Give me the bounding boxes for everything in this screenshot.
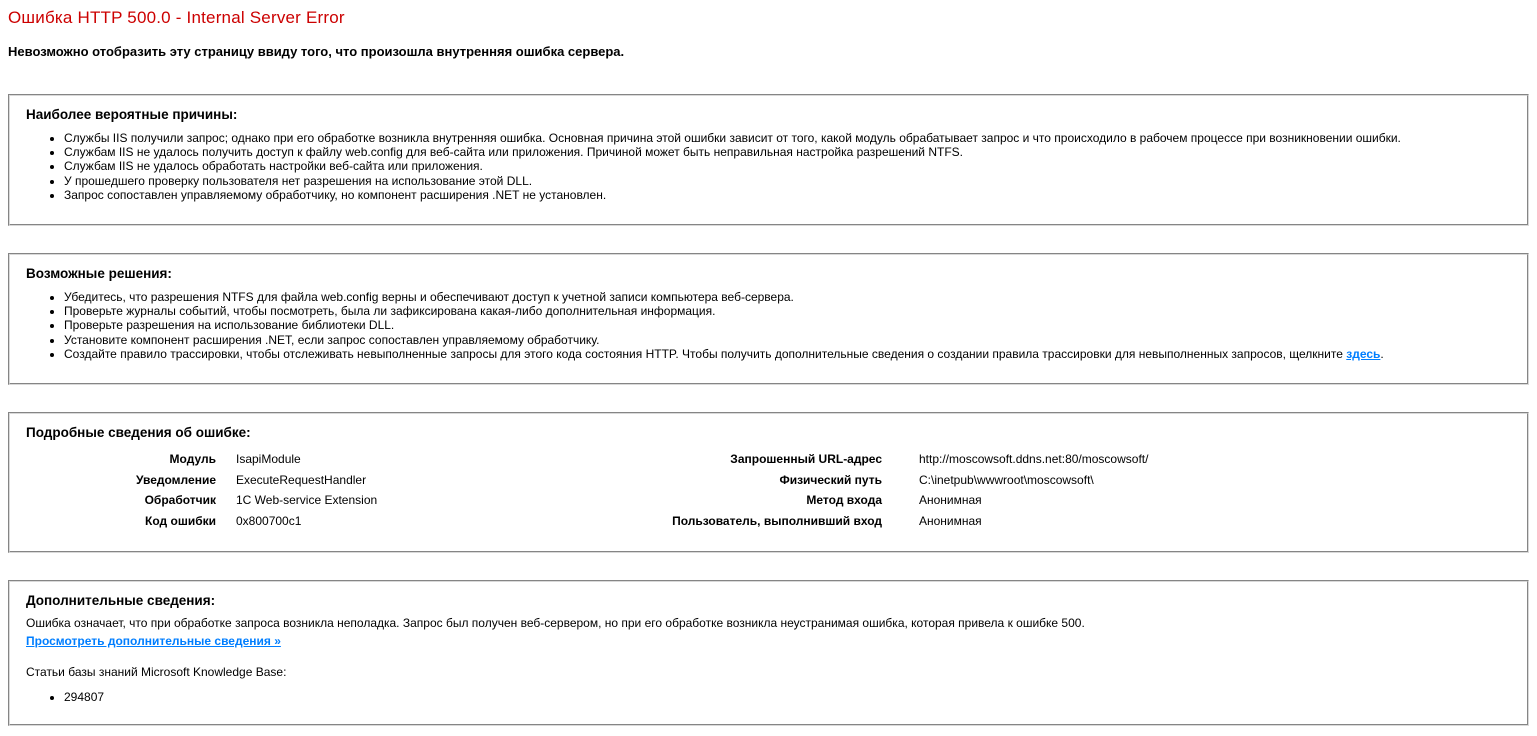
detail-label: Запрошенный URL-адрес bbox=[730, 452, 882, 467]
more-info-heading: Дополнительные сведения: bbox=[26, 593, 216, 609]
list-item: • Службы IIS получили запрос; однако при его обработке возникла внутренняя ошибка. Основная причина этой ошибки зависит от того, какой модуль обрабатывает запрос и что происходило в рабочем процессе при возникновении ошибки. bbox=[64, 132, 1511, 145]
list-item: • Установите компонент расширения .NET, если запрос сопоставлен управляемому обработчику. bbox=[64, 334, 1511, 347]
more-info-paragraph: Ошибка означает, что при обработке запроса возникла неполадка. Запрос был получен веб-сервером, но при его обработке возникла неустранимая ошибка, которая привела к ошибке 500. bbox=[26, 616, 1085, 631]
table-row bbox=[26, 515, 636, 536]
detail-value: 1C Web-service Extension bbox=[236, 493, 378, 508]
table-row bbox=[26, 474, 636, 495]
detail-value: http://moscowsoft.ddns.net:80/moscowsoft/ bbox=[919, 452, 1149, 467]
detail-label: Обработчик bbox=[144, 493, 216, 508]
detail-value: Анонимная bbox=[919, 513, 982, 528]
here-link[interactable]: здесь bbox=[1346, 346, 1381, 361]
list-item: • Службам IIS не удалось получить доступ к файлу web.config для веб-сайта или приложения. Причиной может быть неправильная настройка разрешений NTFS. bbox=[64, 146, 1511, 159]
details-right-column bbox=[636, 453, 1148, 535]
kb-heading: Статьи базы знаний Microsoft Knowledge Base: bbox=[26, 664, 287, 679]
table-row bbox=[636, 515, 1148, 536]
detail-value: ExecuteRequestHandler bbox=[236, 472, 367, 487]
detail-value: C:\inetpub\wwwroot\moscowsoft\ bbox=[919, 472, 1094, 487]
list-item: • Проверьте журналы событий, чтобы посмотреть, была ли зафиксирована какая-либо дополнительная информация. bbox=[64, 305, 1511, 318]
detail-label: Метод входа bbox=[806, 493, 882, 508]
list-item: • Службам IIS не удалось обработать настройки веб-сайта или приложения. bbox=[64, 160, 1511, 173]
page-subtitle: Невозможно отобразить эту страницу ввиду того, что произошла внутренняя ошибка сервера. bbox=[8, 44, 625, 59]
details-table bbox=[26, 453, 1511, 535]
more-info-section bbox=[8, 580, 1529, 726]
detail-label: Физический путь bbox=[779, 472, 882, 487]
table-row bbox=[636, 494, 1148, 515]
details-section bbox=[8, 412, 1529, 553]
trace-item-suffix: . bbox=[1380, 346, 1384, 361]
detail-value: IsapiModule bbox=[236, 452, 301, 467]
trace-item-text: Создайте правило трассировки, чтобы отслеживать невыполненные запросы для этого кода состояния HTTP. Чтобы получить дополнительные сведения о создании правила трассировки для невыполненных запросов, щелкните bbox=[64, 346, 1347, 361]
causes-heading: Наиболее вероятные причины: bbox=[26, 107, 238, 122]
more-info-link-line bbox=[26, 634, 1511, 648]
kb-article-number: • 294807 bbox=[64, 690, 1511, 704]
list-item: • У прошедшего проверку пользователя нет разрешения на использование этой DLL. bbox=[64, 175, 1511, 188]
list-item: • Убедитесь, что разрешения NTFS для файла web.config верны и обеспечивают доступ к учетной записи компьютера веб-сервера. bbox=[64, 291, 1511, 304]
causes-section bbox=[8, 94, 1529, 226]
page-title: Ошибка HTTP 500.0 - Internal Server Error bbox=[8, 8, 345, 27]
detail-label: Код ошибки bbox=[145, 513, 216, 528]
list-item: • Запрос сопоставлен управляемому обработчику, но компонент расширения .NET не установлен. bbox=[64, 189, 1511, 202]
view-more-details-link[interactable]: Просмотреть дополнительные сведения » bbox=[26, 633, 281, 648]
table-row bbox=[26, 494, 636, 515]
list-item bbox=[64, 348, 1511, 361]
details-heading: Подробные сведения об ошибке: bbox=[26, 425, 251, 441]
table-row bbox=[636, 474, 1148, 495]
detail-label: Уведомление bbox=[135, 472, 216, 487]
details-left-column bbox=[26, 453, 636, 535]
table-row bbox=[26, 453, 636, 474]
solutions-list bbox=[26, 291, 1511, 361]
kb-list bbox=[26, 690, 1511, 704]
solutions-section bbox=[8, 253, 1529, 385]
detail-label: Модуль bbox=[169, 452, 216, 467]
detail-value: Анонимная bbox=[919, 493, 982, 508]
detail-value: 0x800700c1 bbox=[236, 513, 302, 528]
causes-list bbox=[26, 132, 1511, 202]
detail-label: Пользователь, выполнивший вход bbox=[672, 513, 882, 528]
table-row bbox=[636, 453, 1148, 474]
solutions-heading: Возможные решения: bbox=[26, 266, 172, 282]
list-item: • Проверьте разрешения на использование библиотеки DLL. bbox=[64, 319, 1511, 332]
